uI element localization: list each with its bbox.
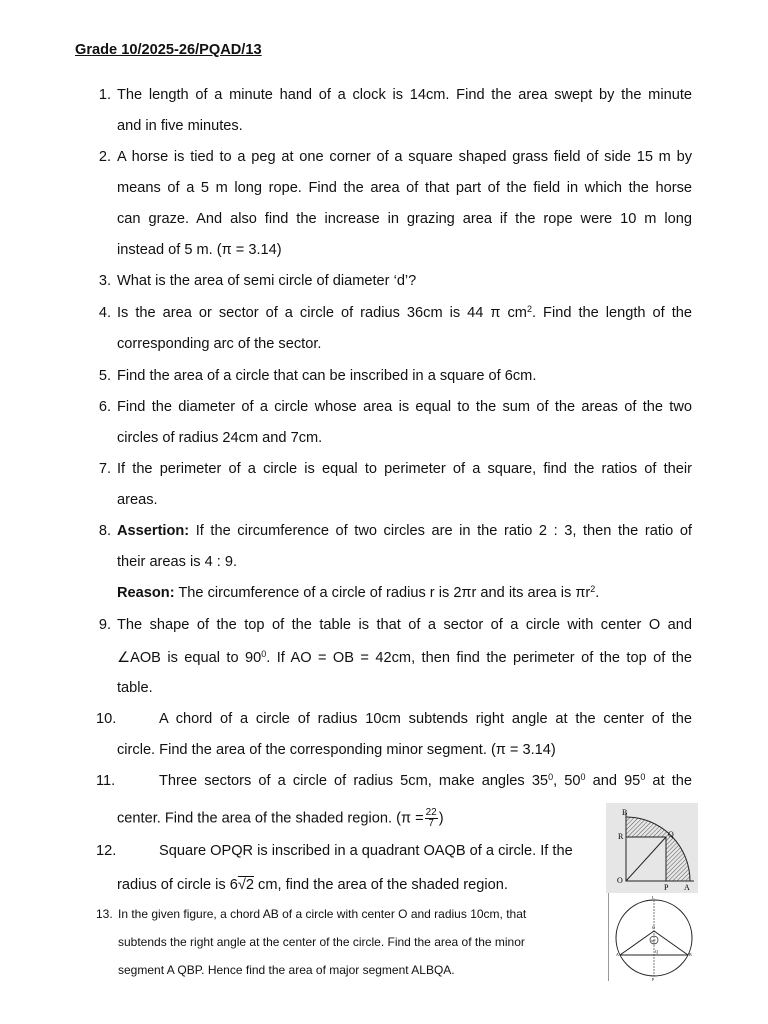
question-number-2: 2. (98, 149, 111, 165)
label-a-point: A (616, 952, 619, 957)
assertion-line-2: their areas is 4 : 9. (117, 554, 238, 570)
question-4-line-1: Is the area or sector of a circle of radius 36cm is 44 π $cm^2$. Find the length of the (117, 304, 692, 321)
question-7-line-1: If the perimeter of a circle is equal to perimeter of a square, find the ratios of their (117, 461, 692, 477)
quadrant-figure (606, 803, 698, 893)
question-6-line-1: Find the diameter of a circle whose area is equal to the sum of the areas of the two (117, 399, 692, 415)
question-13-line-3: segment A QBP. Hence find the area of major segment ALBQA. (118, 963, 455, 977)
question-number-3: 3. (98, 273, 111, 289)
question-number-10: 10. (96, 711, 117, 727)
radius-oa (620, 931, 654, 955)
question-6-line-2: circles of radius 24cm and 7cm. (117, 430, 323, 446)
label-b-point: B (689, 952, 692, 957)
question-2-line-3: can graze. And also find the increase in grazing area if the rope were 10 m long (117, 211, 692, 227)
label-l: L (652, 895, 655, 900)
label-o-center: O (652, 925, 655, 930)
question-1-line-1: The length of a minute hand of a clock is 14cm. Find the area swept by the minute (117, 87, 692, 103)
question-number-6: 6. (98, 399, 111, 415)
question-13-line-2: subtends the right angle at the center of the circle. Find the area of the minor (118, 935, 525, 949)
question-11-line-1: Three sectors of a circle of radius 5cm, make angles $35^0$, $50^0$ and $95^0$ at the (159, 772, 693, 789)
question-number-8: 8. (98, 523, 111, 539)
label-q-point: Q (655, 949, 658, 954)
label-q: Q (668, 830, 674, 839)
question-number-11: 11. (96, 773, 116, 789)
question-number-12: 12. (96, 843, 117, 859)
question-3-line-1: What is the area of semi circle of diameter ‘d’? (117, 273, 417, 289)
assertion-line-1: Assertion: If the circumference of two circles are in the ratio 2 : 3, then the ratio of (117, 523, 692, 539)
page-title: Grade 10/2025-26/PQAD/13 (75, 42, 262, 58)
question-4-line-2: corresponding arc of the sector. (117, 336, 322, 352)
question-12-line-1: Square OPQR is inscribed in a quadrant OAQB of a circle. If the (159, 843, 573, 859)
label-r: R (618, 832, 624, 841)
question-number-5: 5. (98, 368, 111, 384)
question-10-line-1: A chord of a circle of radius 10cm subtends right angle at the center of the (159, 711, 692, 727)
question-number-13: 13. (96, 907, 113, 921)
label-b: B (622, 808, 628, 817)
label-a: A (684, 883, 690, 892)
radius-ob (654, 931, 688, 955)
label-p: P (664, 883, 669, 892)
question-9-line-3: table. (117, 680, 153, 696)
question-9-line-2: ∠AOB is equal to $90^0$. If AO = OB = 42cm, then find the perimeter of the top of the (117, 649, 692, 666)
question-2-line-4: instead of 5 m. (π = 3.14) (117, 242, 282, 258)
circle-chord-figure (608, 893, 700, 981)
pi-fraction: $\frac{22}{7}$ (425, 807, 437, 829)
question-11-line-2: center. Find the area of the shaded region. (π = $\frac{22}{7}$ ) (117, 807, 444, 829)
question-number-1: 1. (98, 87, 111, 103)
label-o: O (617, 876, 623, 885)
question-13-line-1: In the given figure, a chord AB of a circle with center O and radius 10cm, that (118, 907, 527, 921)
question-9-line-1: The shape of the top of the table is that of a sector of a circle with center O and (117, 617, 692, 633)
label-angle: 90° (651, 939, 656, 943)
question-10-line-2: circle. Find the area of the corresponding minor segment. (π = 3.14) (117, 742, 556, 758)
question-1-line-2: and in five minutes. (117, 118, 243, 134)
reason-line: Reason: The circumference of a circle of radius r is 2πr and its area is $\pi r^2$. (117, 584, 600, 601)
question-12-line-2: radius of circle is 6√2 cm, find the area of the shaded region. (117, 877, 508, 893)
question-7-line-2: areas. (117, 492, 158, 508)
label-p-point: P (652, 977, 655, 981)
question-number-7: 7. (98, 461, 111, 477)
question-number-9: 9. (98, 617, 111, 633)
question-2-line-2: means of a 5 m long rope. Find the area of that part of the field in which the horse (117, 180, 692, 196)
question-2-line-1: A horse is tied to a peg at one corner of a square shaped grass field of side 15 m by (117, 149, 692, 165)
question-5-line-1: Find the area of a circle that can be inscribed in a square of 6cm. (117, 368, 537, 384)
question-number-4: 4. (98, 305, 111, 321)
